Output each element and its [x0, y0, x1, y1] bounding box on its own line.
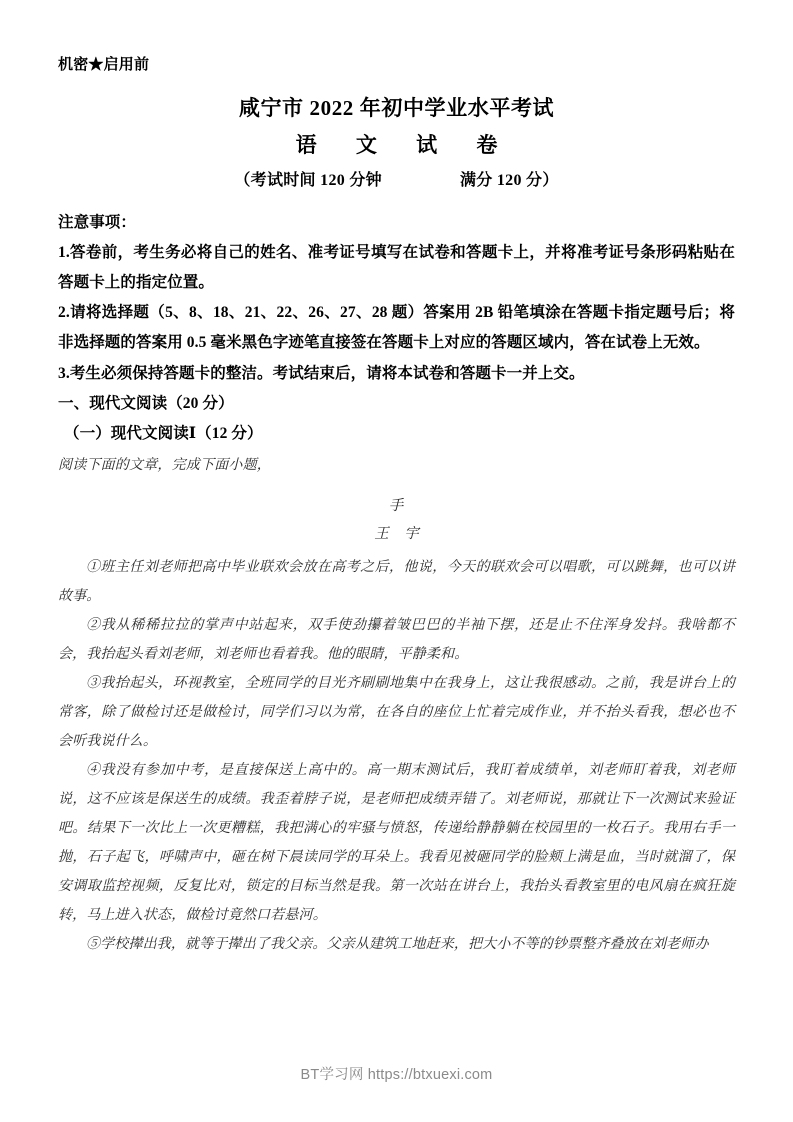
article-paragraph: ②我从稀稀拉拉的掌声中站起来，双手使劲攥着皱巴巴的半袖下摆，还是止不住浑身发抖。我啥都不会，我抬起头看刘老师，刘老师也看着我。他的眼睛，平静柔和。 — [58, 617, 735, 662]
reading-instruction: 阅读下面的文章，完成下面小题， — [58, 458, 271, 474]
notices-heading: 注意事项： — [58, 213, 137, 231]
article-paragraph: ④我没有参加中考，是直接保送上高中的。高一期末测试后，我盯着成绩单，刘老师盯着我，刘老师说，这不应该是保送生的成绩。我歪着脖子说，是老师把成绩弄错了。刘老师说，那就让下一次测试来验证吧。结果下一次比上一次更糟糕，我把满心的牢骚与愤怒，传递给静静躺在校园里的一枚石子。我用右手一抛，石子起飞，呼啸声中，砸在树下晨读同学的耳朵上。我看见被砸同学的脸颊上满是血，当时就溜了，保安调取监控视频，反复比对，锁定的目标当然是我。第一次站在讲台上，我抬头看教室里的电风扇在疯狂旋转，马上进入状态，做检讨竟然口若悬河。 — [58, 762, 735, 923]
article-paragraph: ③我抬起头，环视教室，全班同学的目光齐刷刷地集中在我身上，这让我很感动。之前，我是讲台上的常客，除了做检讨还是做检讨，同学们习以为常，在各自的座位上忙着完成作业，并不抬头看我，想必也不会听我说什么。 — [58, 675, 735, 749]
article-paragraph: ①班主任刘老师把高中毕业联欢会放在高考之后，他说，今天的联欢会可以唱歌，可以跳舞，也可以讲故事。 — [58, 560, 735, 604]
secrecy-label: 机密★启用前 — [58, 57, 150, 73]
exam-subject-title: 语 文 试 卷 — [295, 133, 515, 158]
article-body — [58, 554, 735, 960]
section-heading-modern-reading: 一、现代文阅读（20 分） — [58, 394, 234, 412]
article-title: 手 — [388, 498, 405, 515]
exam-total-score: 满分 120 分） — [459, 171, 559, 189]
article-author: 王 宇 — [374, 525, 425, 542]
article-paragraph: ⑤学校撵出我，就等于撵出了我父亲。父亲从建筑工地赶来，把大小不等的钞票整齐叠放在刘老师办 — [86, 936, 709, 952]
subsection-heading-modern-reading-1: （一）现代文阅读Ⅰ（12 分） — [64, 425, 263, 443]
exam-duration: （考试时间 120 分钟 — [234, 171, 382, 189]
notice-item: 3.考生必须保持答题卡的整洁。考试结束后，请将本试卷和答题卡一并上交。 — [58, 364, 585, 382]
exam-meta-line — [58, 171, 735, 191]
notice-item: 2.请将选择题（5、8、18、21、22、26、27、28 题）答案用 2B 铅笔填涂在答题卡指定题号后；将非选择题的答案用 0.5 毫米黑色字迹笔直接签在答题卡上对应的答题区域内，答在试卷上无效。 — [58, 304, 735, 352]
notice-item: 1.答卷前，考生务必将自己的姓名、准考证号填写在试卷和答题卡上，并将准考证号条形码粘贴在答题卡上的指定位置。 — [58, 243, 735, 291]
footer-watermark: BT学习网 https://btxuexi.com — [300, 1067, 493, 1083]
notices-block — [58, 208, 735, 389]
page-title: 咸宁市 2022 年初中学业水平考试 — [238, 96, 555, 120]
